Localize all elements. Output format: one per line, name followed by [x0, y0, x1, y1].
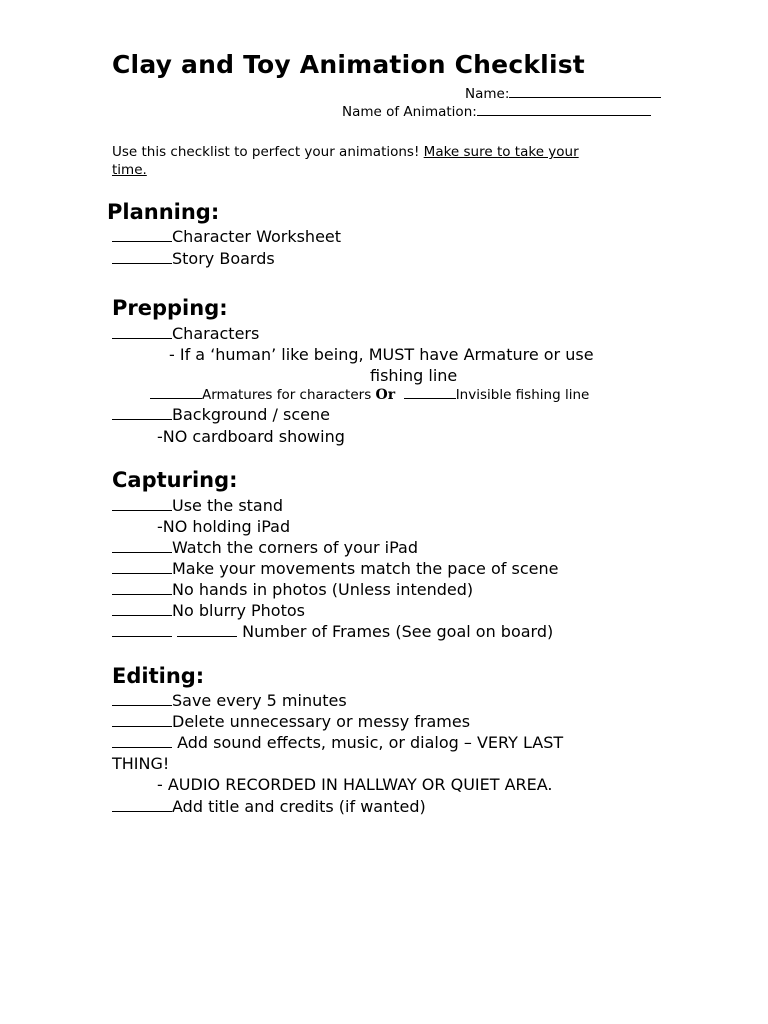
or-label: Or	[375, 387, 396, 403]
checklist-item: Add sound effects, music, or dialog – VERY LAST	[112, 733, 563, 752]
checklist-item: Add title and credits (if wanted)	[112, 797, 426, 816]
intro-sentence: Use this checklist to perfect your animations!	[112, 144, 424, 160]
check-blank	[177, 623, 237, 637]
check-blank	[404, 387, 456, 399]
check-blank	[150, 387, 202, 399]
intro-text	[112, 143, 579, 179]
check-blank	[112, 581, 172, 595]
prepping-heading: Prepping:	[112, 296, 228, 320]
checklist-item: Background / scene	[112, 405, 330, 424]
page-title: Clay and Toy Animation Checklist	[112, 50, 585, 79]
audio-note: - AUDIO RECORDED IN HALLWAY OR QUIET AREA.	[157, 775, 553, 794]
check-blank	[112, 798, 172, 812]
checklist-item: Number of Frames (See goal on board)	[112, 622, 553, 641]
checklist-item: Watch the corners of your iPad	[112, 538, 418, 557]
check-blank	[112, 623, 172, 637]
check-blank	[112, 406, 172, 420]
checklist-item: Characters	[112, 324, 259, 343]
name-field	[465, 83, 661, 102]
animation-name-label: Name of Animation:	[342, 104, 477, 120]
animation-name-field	[342, 101, 651, 120]
intro-emphasis-1: Make sure to take your	[423, 144, 579, 160]
name-label: Name:	[465, 86, 510, 102]
check-blank	[112, 602, 172, 616]
planning-heading: Planning:	[107, 200, 220, 224]
checklist-item: Delete unnecessary or messy frames	[112, 712, 470, 731]
checklist-item: Character Worksheet	[112, 227, 341, 246]
check-blank	[112, 692, 172, 706]
check-blank	[112, 497, 172, 511]
checklist-item: Use the stand	[112, 496, 283, 515]
check-blank	[112, 250, 172, 264]
human-note-line2: fishing line	[370, 366, 458, 385]
no-cardboard-note: -NO cardboard showing	[157, 427, 345, 446]
checklist-item: No hands in photos (Unless intended)	[112, 580, 473, 599]
check-blank	[112, 228, 172, 242]
sound-item-continuation: THING!	[112, 754, 170, 773]
check-blank	[112, 539, 172, 553]
animation-name-blank-line	[477, 101, 651, 116]
name-blank-line	[509, 83, 661, 98]
check-blank	[112, 325, 172, 339]
human-note-line1: - If a ‘human’ like being, MUST have Armature or use	[169, 345, 594, 364]
check-blank	[112, 713, 172, 727]
intro-emphasis-2: time.	[112, 162, 147, 178]
checklist-item: Save every 5 minutes	[112, 691, 347, 710]
armature-options: Armatures for characters Or Invisible fishing line	[150, 387, 589, 403]
check-blank	[112, 560, 172, 574]
checklist-item: Make your movements match the pace of scene	[112, 559, 558, 578]
no-holding-ipad-note: -NO holding iPad	[157, 517, 291, 536]
check-blank	[112, 734, 172, 748]
editing-heading: Editing:	[112, 664, 205, 688]
checklist-item: No blurry Photos	[112, 601, 305, 620]
capturing-heading: Capturing:	[112, 468, 238, 492]
checklist-item: Story Boards	[112, 249, 275, 268]
